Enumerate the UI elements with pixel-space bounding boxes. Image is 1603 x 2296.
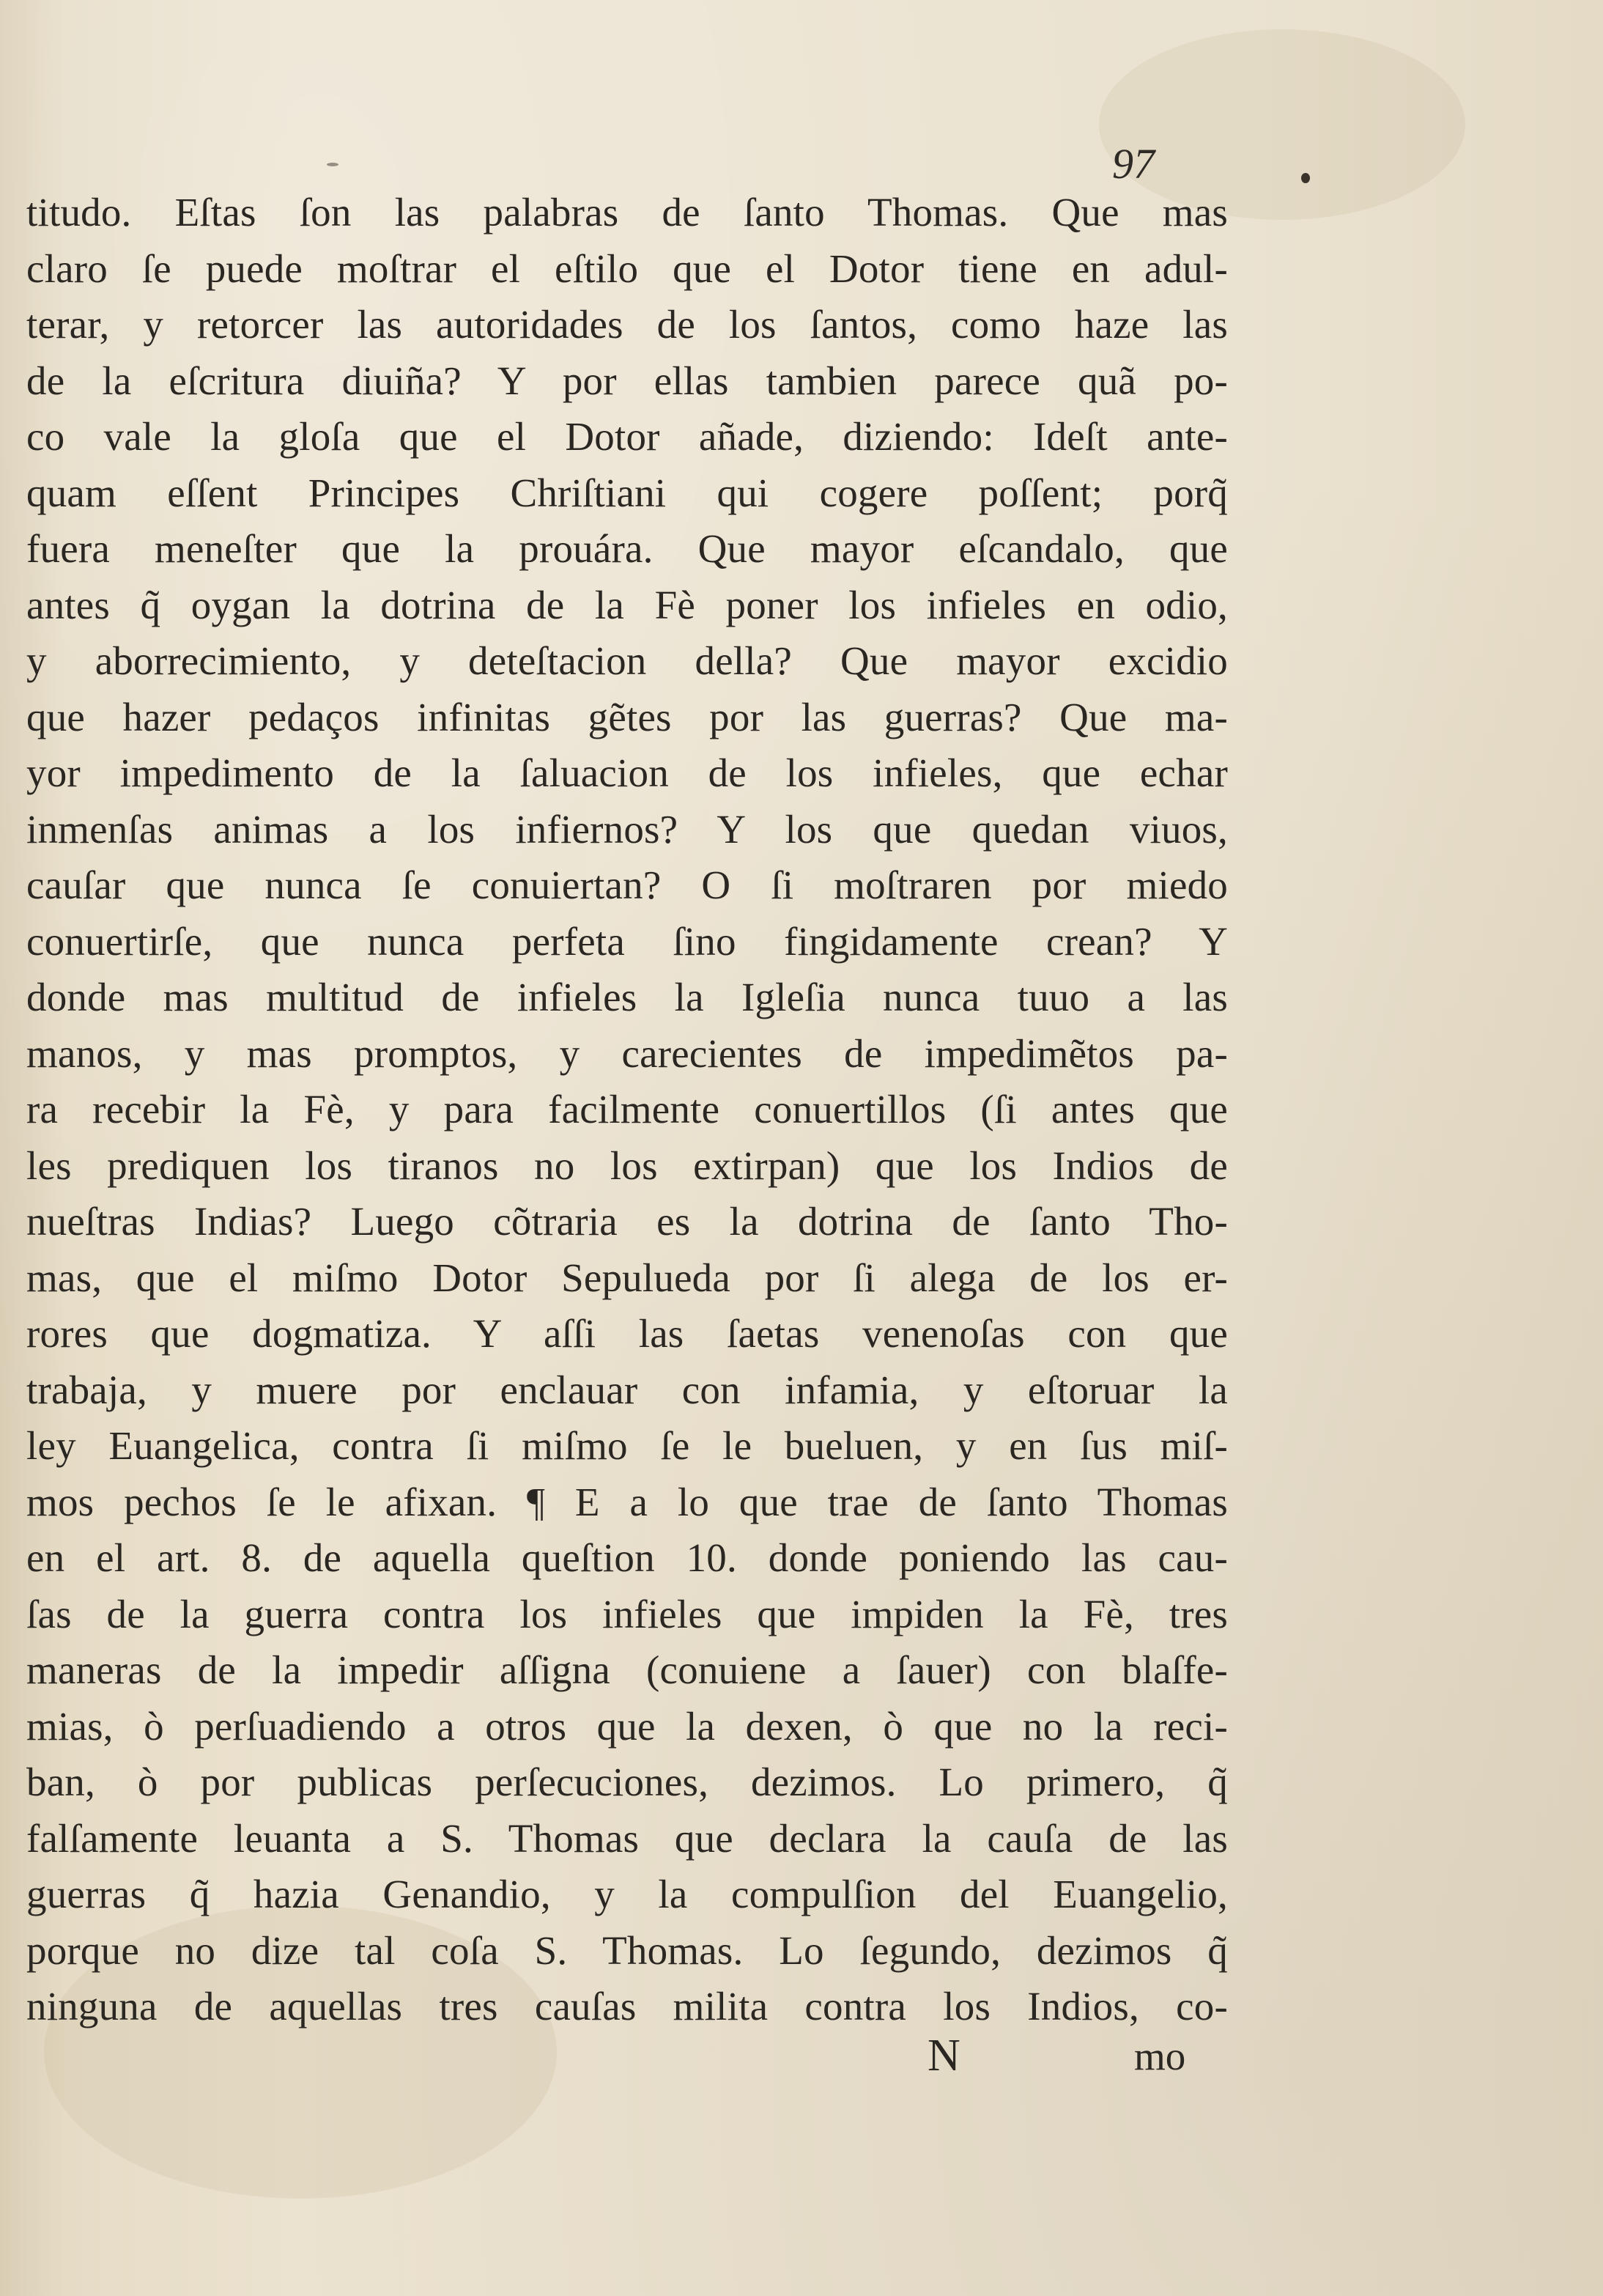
text-line: ley Euangelica, contra ſi miſmo ſe le bueluen, y en ſus miſ- — [26, 1423, 1228, 1468]
text-line: co vale la gloſa que el Dotor añade, diziendo: Ideſt ante- — [26, 414, 1228, 459]
signature-mark: N — [928, 2031, 960, 2081]
text-line: les prediquen los tiranos no los extirpan) que los Indios de — [26, 1143, 1228, 1188]
ink-spot — [327, 163, 338, 166]
text-line: guerras q̃ hazia Genandio, y la compulſion del Euangelio, — [26, 1872, 1228, 1916]
text-line: mas, que el miſmo Dotor Sepulueda por ſi alega de los er- — [26, 1255, 1228, 1300]
text-line: inmenſas animas a los infiernos? Y los que quedan viuos, — [26, 806, 1228, 852]
text-line: quam eſſent Principes Chriſtiani qui cogere poſſent; porq̃ — [26, 470, 1228, 515]
text-line: ſas de la guerra contra los infieles que impiden la Fè, tres — [26, 1591, 1228, 1636]
text-line: y aborrecimiento, y deteſtacion della? Que mayor excidio — [26, 638, 1228, 683]
text-line: porque no dize tal coſa S. Thomas. Lo ſegundo, dezimos q̃ — [26, 1927, 1228, 1973]
page-footer — [0, 2030, 1603, 2089]
text-line: falſamente leuanta a S. Thomas que declara la cauſa de las — [26, 1815, 1228, 1861]
text-line: rores que dogmatiza. Y aſſi las ſaetas venenoſas con que — [26, 1311, 1228, 1356]
ink-spot — [1301, 173, 1310, 183]
text-line: yor impedimento de la ſaluacion de los infieles, que echar — [26, 750, 1228, 795]
text-line: trabaja, y muere por enclauar con infamia, y eſtoruar la — [26, 1367, 1228, 1412]
text-line: antes q̃ oygan la dotrina de la Fè poner los infieles en odio, — [26, 582, 1228, 627]
text-line: ra recebir la Fè, y para facilmente conuertillos (ſi antes que — [26, 1087, 1228, 1132]
text-line: mos pechos ſe le afixan. ¶ E a lo que trae de ſanto Thomas — [26, 1479, 1228, 1524]
text-line: mias, ò perſuadiendo a otros que la dexen, ò que no la reci- — [26, 1703, 1228, 1749]
text-line: titudo. Eſtas ſon las palabras de ſanto Thomas. Que mas — [26, 190, 1228, 235]
text-line: de la eſcritura diuiña? Y por ellas tambien parece quã po- — [26, 358, 1228, 403]
text-line: ninguna de aquellas tres cauſas milita contra los Indios, co- — [26, 1984, 1228, 2029]
catchword: mo — [1134, 2034, 1186, 2078]
page-number: 97 — [1112, 140, 1155, 188]
text-line: terar, y retorcer las autoridades de los ſantos, como haze las — [26, 302, 1228, 347]
text-line: claro ſe puede moſtrar el eſtilo que el Dotor tiene en adul- — [26, 246, 1228, 291]
text-line: manos, y mas promptos, y carecientes de impedimẽtos pa- — [26, 1030, 1228, 1076]
text-line: ban, ò por publicas perſecuciones, dezimos. Lo primero, q̃ — [26, 1760, 1228, 1804]
body-text — [26, 185, 1228, 2035]
text-line: cauſar que nunca ſe conuiertan? O ſi moſtraren por miedo — [26, 863, 1228, 907]
text-line: maneras de la impedir aſſigna (conuiene a ſauer) con blaſfe- — [26, 1647, 1228, 1692]
text-line: que hazer pedaços infinitas gẽtes por las guerras? Que ma- — [26, 694, 1228, 739]
text-line: nueſtras Indias? Luego cõtraria es la dotrina de ſanto Tho- — [26, 1199, 1228, 1244]
text-line: conuertirſe, que nunca perfeta ſino fingidamente crean? Y — [26, 918, 1228, 964]
text-line: fuera meneſter que la prouára. Que mayor eſcandalo, que — [26, 526, 1228, 571]
text-line: en el art. 8. de aquella queſtion 10. donde poniendo las cau- — [26, 1535, 1228, 1580]
text-line: donde mas multitud de infieles la Igleſia nunca tuuo a las — [26, 975, 1228, 1019]
